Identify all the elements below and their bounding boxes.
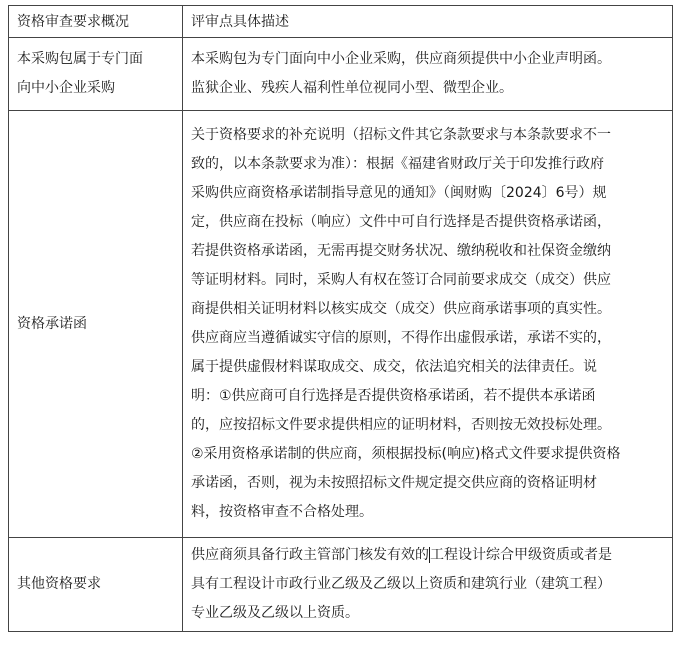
desc-line: ②采用资格承诺制的供应商，须根据投标(响应)格式文件要求提供资格: [191, 446, 621, 462]
table-row: [9, 538, 673, 632]
table-header-row: [9, 6, 673, 38]
desc-line: 若提供资格承诺函，无需再提交财务状况、缴纳税收和社保资金缴纳: [191, 243, 611, 259]
desc-line: 商提供相关证明材料以核实成交（成交）供应商承诺事项的真实性。: [191, 301, 611, 317]
desc-line: 采购供应商资格承诺制指导意见的通知》（闽财购〔2024〕6号）规: [191, 185, 607, 201]
desc-text-before-cursor: 供应商须具备行政主管部门核发有效的: [191, 547, 429, 563]
desc-line: 本采购包为专门面向中小企业采购，供应商须提供中小企业声明函。: [191, 51, 611, 67]
desc-line: 属于提供虚假材料谋取成交、成交，依法追究相关的法律责任。说: [191, 359, 597, 375]
desc-line: 料，按资格审查不合格处理。: [191, 504, 373, 520]
qualification-requirements-table: [8, 5, 673, 632]
desc-line: 专业乙级及乙级以上资质。: [191, 605, 359, 621]
header-evaluation-description: 评审点具体描述: [183, 6, 673, 38]
desc-line: 监狱企业、残疾人福利性单位视同小型、微型企业。: [191, 80, 513, 96]
row-desc-sme-procurement: [183, 38, 673, 111]
desc-line: [191, 541, 664, 570]
desc-line: 明：①供应商可自行选择是否提供资格承诺函，若不提供本承诺函: [191, 388, 596, 404]
label-line: 其他资格要求: [17, 576, 101, 592]
desc-line: 定，供应商在投标（响应）文件中可自行选择是否提供资格承诺函，: [191, 214, 611, 230]
desc-line: 致的，以本条款要求为准）：根据《福建省财政厅关于印发推行政府: [191, 156, 604, 172]
row-desc-qualification-commitment: [183, 111, 673, 538]
row-desc-other-requirements[interactable]: [183, 538, 673, 632]
desc-line: 具有工程设计市政行业乙级及乙级以上资质和建筑行业（建筑工程）: [191, 576, 611, 592]
label-line: 资格承诺函: [17, 315, 87, 332]
desc-line: 承诺函，否则，视为未按照招标文件规定提交供应商的资格证明材: [191, 475, 597, 491]
desc-line: 等证明材料。同时，采购人有权在签订合同前要求成交（成交）供应: [191, 272, 611, 288]
row-label-sme-procurement: [9, 38, 183, 111]
table-row: [9, 38, 673, 111]
desc-line: 供应商应当遵循诚实守信的原则，不得作出虚假承诺，承诺不实的，: [191, 330, 611, 346]
desc-line: 关于资格要求的补充说明（招标文件其它条款要求与本条款要求不一: [191, 127, 611, 143]
label-line: 向中小企业采购: [17, 80, 115, 96]
row-label-qualification-commitment: [9, 111, 183, 538]
table-row: [9, 111, 673, 538]
header-requirement-overview: 资格审查要求概况: [9, 6, 183, 38]
desc-text-after-cursor: 工程设计综合甲级资质或者是: [430, 547, 612, 563]
row-label-other-requirements: [9, 538, 183, 632]
desc-line: 的，应按招标文件要求提供相应的证明材料，否则按无效投标处理。: [191, 417, 611, 433]
label-line: 本采购包属于专门面: [17, 51, 143, 67]
